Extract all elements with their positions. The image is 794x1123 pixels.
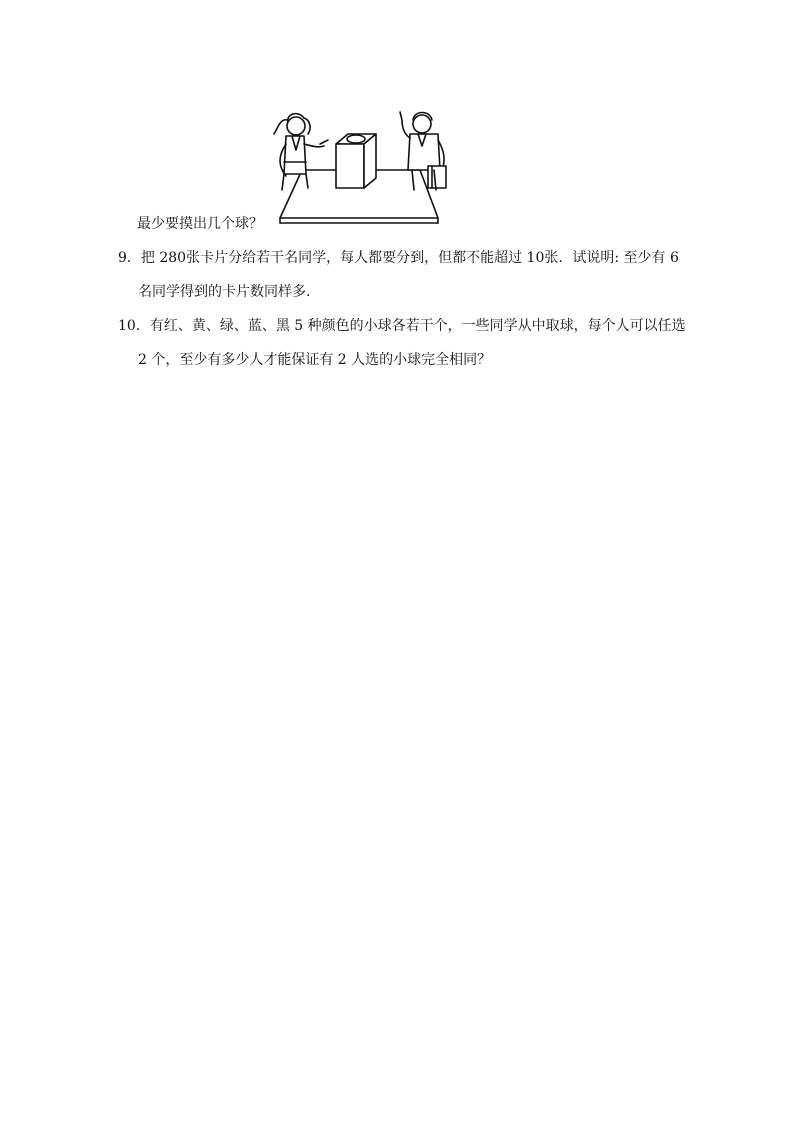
- problem-10-number: 10．: [118, 318, 150, 334]
- problem-10-line-2: 2 个，至少有多少人才能保证有 2 人选的小球完全相同？: [138, 352, 492, 368]
- ball-box-icon: [336, 134, 376, 188]
- problem-10-text-1: 有红、黄、绿、蓝、黑 5 种颜色的小球各若干个，一些同学从中取球，每个人可以任选: [149, 318, 686, 334]
- problem-8-continuation: 最少要摸出几个球？: [137, 216, 263, 232]
- children-with-ball-box-illustration: [262, 104, 458, 228]
- problem-10-line-1: [118, 316, 686, 336]
- problem-9-number: 9．: [118, 250, 141, 266]
- problem-9-line-1: [118, 248, 679, 268]
- problem-9-line-2: 名同学得到的卡片数同样多．: [138, 284, 320, 300]
- problem-9-text-1: 把 280张卡片分给若干名同学，每人都要分到，但都不能超过 10张．试说明: 至少有 6: [140, 250, 679, 266]
